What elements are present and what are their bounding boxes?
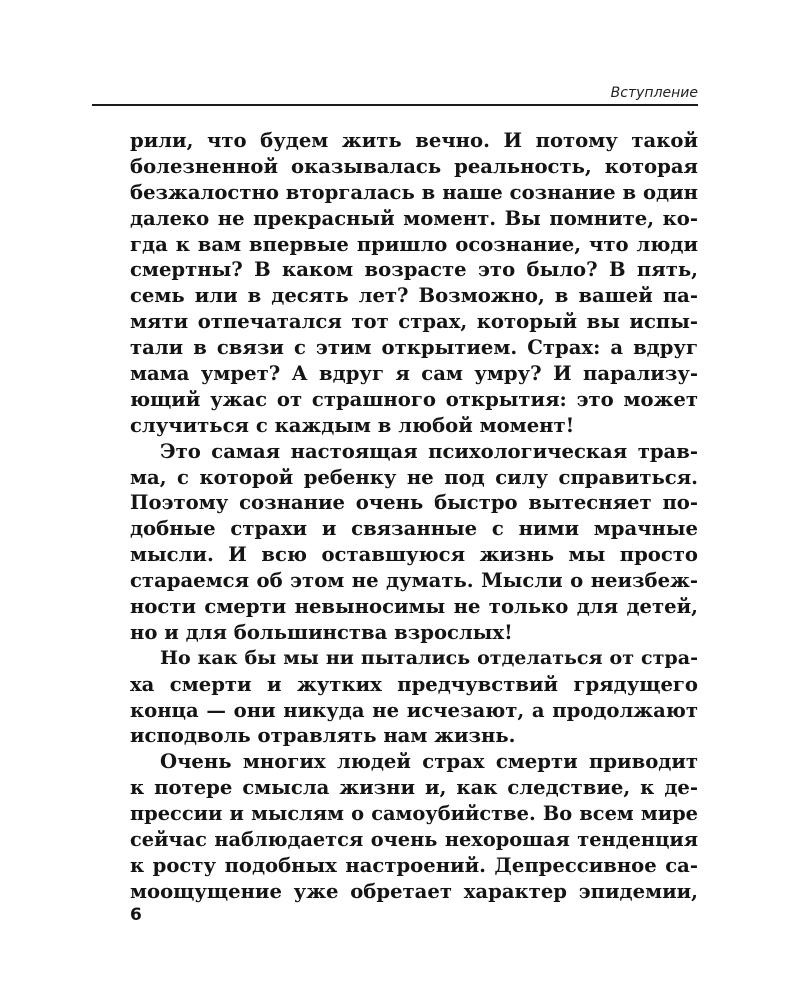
text-line: рили, что будем жить вечно. И потому такой — [130, 129, 698, 152]
text-line: Но как бы мы ни пытались отделаться от стра- — [160, 646, 698, 669]
text-line: случиться с каждым в любой момент! — [130, 413, 575, 437]
text-line: Очень многих людей страх смерти приводит — [160, 750, 698, 774]
text-line: далеко не прекрасный момент. Вы помните, ко- — [130, 206, 698, 230]
text-line: но и для большинства взрослых! — [130, 620, 513, 644]
text-line: безжалостно вторгалась в наше сознание в один — [130, 180, 698, 204]
page-number: 6 — [130, 905, 142, 925]
text-line: ма, с которой ребенку не под силу справиться. — [130, 465, 698, 489]
running-head-title: Вступление — [610, 85, 698, 101]
text-line: добные страхи и связанные с ними мрачные — [130, 517, 698, 541]
paragraph-3 — [130, 646, 698, 750]
text-line: прессии и мыслям о самоубийстве. Во всем мире — [130, 802, 698, 826]
text-line: к росту подобных настроений. Депрессивное са- — [130, 853, 698, 877]
header-rule — [92, 104, 698, 106]
text-line: стараемся об этом не думать. Мысли о неизбеж- — [130, 569, 698, 593]
text-line: Это самая настоящая психологическая трав- — [160, 439, 698, 463]
text-line: тали в связи с этим открытием. Страх: а вдруг — [130, 336, 698, 360]
text-line: семь или в десять лет? Возможно, в вашей па- — [130, 284, 698, 308]
text-line: ха смерти и жутких предчувствий грядущего — [130, 672, 698, 696]
text-line: к потере смысла жизни и, как следствие, к де- — [130, 776, 698, 800]
text-line: Поэтому сознание очень быстро вытесняет по- — [130, 491, 698, 515]
text-line: гда к вам впервые пришло осознание, что люди — [130, 232, 698, 256]
paragraph-2 — [130, 439, 698, 646]
paragraph-4 — [130, 749, 698, 904]
text-line: мама умрет? А вдруг я сам умру? И парализу- — [130, 362, 698, 386]
paragraph-1 — [130, 128, 698, 439]
text-line: болезненной оказывалась реальность, которая — [130, 154, 698, 178]
text-line: ности смерти невыносимы не только для детей, — [130, 595, 698, 619]
text-line: исподволь отравлять нам жизнь. — [130, 724, 516, 748]
text-line: мысли. И всю оставшуюся жизнь мы просто — [130, 543, 698, 567]
text-line: ющий ужас от страшного открытия: это может — [130, 387, 698, 411]
text-line: смертны? В каком возрасте это было? В пять, — [130, 258, 698, 282]
text-line: моощущение уже обретает характер эпидемии, — [130, 879, 698, 903]
text-line: сейчас наблюдается очень нехорошая тенденция — [130, 828, 698, 852]
page-body-text — [130, 128, 698, 905]
text-line: мяти отпечатался тот страх, который вы испы- — [130, 310, 698, 334]
text-line: конца — они никуда не исчезают, а продолжают — [130, 698, 698, 722]
